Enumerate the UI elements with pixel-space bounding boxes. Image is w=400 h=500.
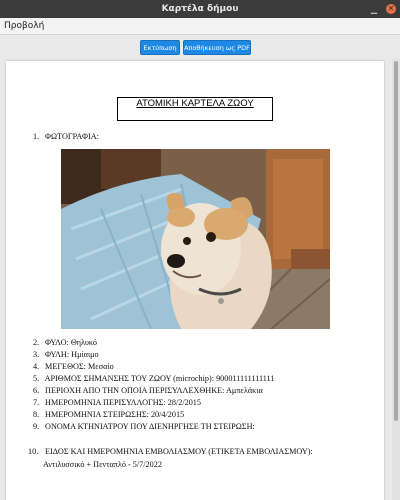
photo-label-line (33, 132, 99, 142)
minimize-icon: ▁ (370, 5, 378, 14)
field-value: Αντιλυσσικό + Πενταπλό - 5/7/2022 (43, 460, 162, 469)
document-page (6, 61, 384, 500)
item-number: 8. (33, 410, 40, 419)
field-sterilization-date (33, 410, 184, 420)
item-number: 6. (33, 386, 40, 395)
field-size (33, 362, 114, 372)
field-label: ΦΥΛΗ: (45, 350, 70, 359)
field-value: Μεσαίο (87, 362, 114, 371)
field-microchip (33, 374, 274, 384)
vaccination-value (43, 460, 162, 470)
item-number: 1. (33, 132, 40, 141)
item-number: 7. (33, 398, 40, 407)
field-value: Αμπελάκια (226, 386, 263, 395)
menu-bar (0, 18, 400, 35)
field-breed (33, 350, 99, 360)
document-title: ΑΤΟΜΙΚΗ ΚΑΡΤΕΛΑ ΖΩΟΥ (136, 98, 254, 109)
item-number: 10. (28, 447, 39, 456)
field-value: 900011111111111 (216, 374, 275, 383)
item-number: 3. (33, 350, 40, 359)
item-number: 5. (33, 374, 40, 383)
document-title-box (117, 97, 273, 121)
toolbar (0, 35, 400, 59)
field-label: ΕΙΔΟΣ ΚΑΙ ΗΜΕΡΟΜΗΝΙΑ ΕΜΒΟΛΙΑΣΜΟΥ (ΕΤΙΚΕΤΑ ΕΜΒΟΛΙΑΣΜΟΥ): (45, 447, 313, 456)
field-area (33, 386, 263, 396)
field-label: ΟΝΟΜΑ ΚΤΗΝΙΑΤΡΟΥ ΠΟΥ ΔΙΕΝΗΡΓΗΣΕ ΤΗ ΣΤΕΙΡΩΣΗ: (45, 422, 255, 431)
menu-item-view[interactable]: Προβολή (4, 21, 45, 31)
field-label: ΜΕΓΕΘΟΣ: (45, 362, 86, 371)
field-sex (33, 338, 97, 348)
field-label: ΦΥΛΟ: (45, 338, 69, 347)
field-label: ΗΜΕΡΟΜΗΝΙΑ ΠΕΡΙΣΥΛΛΟΓΗΣ: (45, 398, 166, 407)
scrollbar-thumb[interactable] (394, 61, 398, 421)
close-icon: ✕ (387, 4, 395, 13)
field-vet-name (33, 422, 255, 432)
window-title: Καρτέλα δήμου (161, 4, 239, 14)
photo-label: ΦΩΤΟΓΡΑΦΙΑ: (45, 132, 99, 141)
field-value: 28/2/2015 (167, 398, 201, 407)
title-bar (0, 0, 400, 19)
item-number: 9. (33, 422, 40, 431)
print-button[interactable]: Εκτύπωση (140, 40, 180, 55)
save-pdf-button[interactable]: Αποθήκευση ως PDF (183, 40, 251, 55)
item-number: 2. (33, 338, 40, 347)
content-area (0, 35, 400, 500)
field-value: Θηλυκό (70, 338, 97, 347)
vertical-scrollbar[interactable] (392, 59, 400, 500)
item-number: 4. (33, 362, 40, 371)
field-label: ΑΡΙΘΜΟΣ ΣΗΜΑΝΣΗΣ ΤΟΥ ΖΩΟΥ (microchip): (44, 374, 215, 383)
field-value: 20/4/2015 (150, 410, 185, 419)
minimize-button[interactable] (369, 4, 379, 14)
field-label: ΠΕΡΙΟΧΗ ΑΠΟ ΤΗΝ ΟΠΟΙΑ ΠΕΡΙΣΥΛΛΕΧΘΗΚΕ: (45, 386, 225, 395)
field-collection-date (33, 398, 201, 408)
field-vaccination (28, 447, 313, 457)
field-value: Ημίαιμο (71, 350, 99, 359)
field-label: ΗΜΕΡΟΜΗΝΙΑ ΣΤΕΙΡΩΣΗΣ: (45, 410, 149, 419)
close-button[interactable] (386, 4, 396, 14)
animal-photo (61, 149, 330, 329)
